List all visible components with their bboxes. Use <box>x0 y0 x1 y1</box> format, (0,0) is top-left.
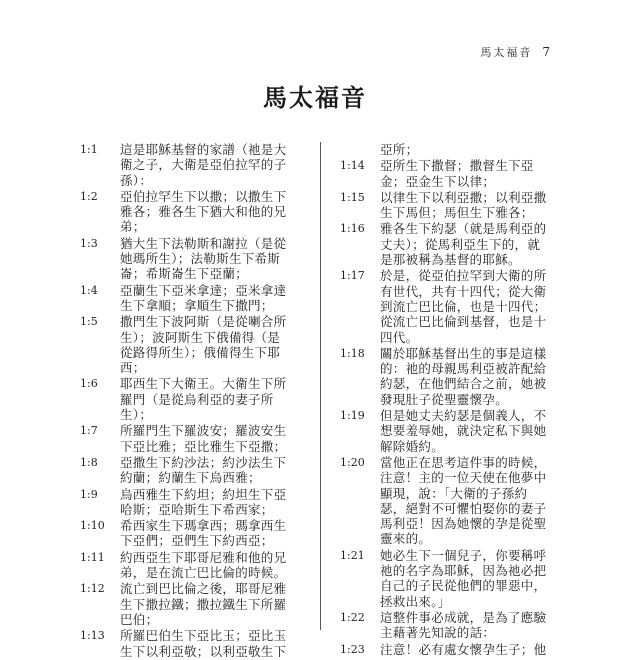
verse <box>80 142 290 188</box>
verse <box>340 268 550 344</box>
verse-text: 這整件事必成就，是為了應驗主藉著先知說的話： <box>380 609 547 641</box>
text-columns <box>80 142 550 659</box>
running-head-title: 馬太福音 <box>480 46 533 59</box>
page-number: 7 <box>542 45 550 59</box>
verse-text: 亞蘭生下亞米拿達；亞米拿達生下拿順；拿順生下撒門； <box>120 282 287 313</box>
verse <box>80 314 290 375</box>
verse <box>340 142 550 157</box>
verse <box>80 455 290 486</box>
verse-number: 1:2 <box>80 189 98 203</box>
verse-number: 1:4 <box>80 283 98 297</box>
verse-text: 亞伯拉罕生下以撒；以撒生下雅各；雅各生下猶大和他的兄弟； <box>120 188 287 235</box>
verse <box>80 189 290 235</box>
verse-text: 她必生下一個兒子，你要稱呼祂的名字為耶穌，因為祂必把自己的子民從他們的罪惡中，拯救出來。」 <box>380 547 547 609</box>
verse-number: 1:5 <box>80 315 98 329</box>
verse <box>340 346 550 407</box>
verse <box>80 283 290 314</box>
verse <box>80 550 290 581</box>
verse <box>80 423 290 454</box>
verse-number: 1:3 <box>80 236 98 250</box>
verse-text: 關於耶穌基督出生的事是這樣的：祂的母親馬利亞被許配給約瑟，在他們結合之前，她被發現肚子從聖靈懷孕。 <box>380 345 547 407</box>
verse-number: 1:13 <box>80 629 105 643</box>
verse-text: 亞撒生下約沙法；約沙法生下約蘭；約蘭生下烏西雅； <box>120 454 287 486</box>
verse-number: 1:1 <box>80 143 98 156</box>
verse-text: 亞所； <box>380 142 419 157</box>
verse-number: 1:6 <box>80 377 98 391</box>
verse-text: 所羅門生下羅波安；羅波安生下亞比雅；亞比雅生下亞撒； <box>120 423 287 454</box>
verse-text: 耶西生下大衛王。大衛生下所羅門（是從烏利亞的妻子所生）； <box>120 376 287 423</box>
verse-number: 1:14 <box>340 159 365 173</box>
verse-text: 所羅巴伯生下亞比玉；亞比玉生下以利亞敬；以利亞敬生下 <box>120 628 287 659</box>
verse-text: 烏西雅生下約坦；約坦生下亞哈斯；亞哈斯生下希西家； <box>120 486 287 517</box>
verse-text: 當他正在思考這件事的時候，注意！主的一位天使在他夢中顯現，說：「大衛的子孫約瑟，絕對不可懼怕娶你的妻子馬利亞！因為她懷的孕是從聖靈來的。 <box>380 454 547 547</box>
verse-number: 1:9 <box>80 487 98 501</box>
verse <box>340 408 550 454</box>
verse <box>80 236 290 282</box>
verse <box>80 581 290 627</box>
verse <box>340 610 550 641</box>
left-column <box>80 142 290 660</box>
verse-text: 但是她丈夫約瑟是個義人，不想要羞辱她，就決定私下與她解除婚約。 <box>380 408 547 454</box>
verse-text: 約西亞生下耶哥尼雅和他的兄弟，是在流亡巴比倫的時候。 <box>120 549 287 581</box>
verse <box>340 548 550 609</box>
verse <box>340 190 550 221</box>
verse <box>340 221 550 267</box>
verse-number: 1:23 <box>340 642 365 656</box>
bible-page <box>80 30 550 659</box>
verse-text: 這是耶穌基督的家譜（祂是大衛之子，大衛是亞伯拉罕的子孫）： <box>120 142 287 188</box>
verse <box>80 628 290 659</box>
verse <box>80 376 290 422</box>
verse-number: 1:15 <box>340 190 365 204</box>
verse <box>340 455 550 547</box>
book-title: 馬太福音 <box>263 84 367 112</box>
verse-number: 1:17 <box>340 269 365 283</box>
verse <box>80 518 290 549</box>
verse-number: 1:12 <box>80 582 105 596</box>
verse <box>340 642 550 657</box>
verse-text: 於是，從亞伯拉罕到大衛的所有世代，共有十四代；從大衛到流亡巴比倫，也是十四代；從流亡巴比倫到基督，也是十四代。 <box>380 268 547 345</box>
verse-text: 注意！必有處女懷孕生子；他 <box>380 641 547 657</box>
verse-number: 1:19 <box>340 409 365 423</box>
verse-text: 希西家生下瑪拿西；瑪拿西生下亞們；亞們生下約西亞； <box>120 518 287 549</box>
verse-number: 1:22 <box>340 610 365 624</box>
verse-text: 猶大生下法勒斯和謝拉（是從她瑪所生）；法勒斯生下希斯崙；希斯崙生下亞蘭； <box>120 235 287 282</box>
verse-number: 1:8 <box>80 455 98 469</box>
verse <box>80 487 290 518</box>
verse-text: 流亡到巴比倫之後，耶哥尼雅生下撒拉鐵；撒拉鐵生下所羅巴伯； <box>120 581 287 627</box>
verse-number: 1:18 <box>340 346 365 360</box>
verse-number: 1:7 <box>80 424 98 438</box>
verse-number: 1:10 <box>80 519 105 533</box>
verse-text: 亞所生下撒督；撒督生下亞金；亞金生下以律； <box>380 158 534 189</box>
verse-text: 撒門生下波阿斯（是從喇合所生）；波阿斯生下俄備得（是從路得所生）；俄備得生下耶西； <box>120 314 287 376</box>
verse-number: 1:20 <box>340 455 365 469</box>
verse-number: 1:16 <box>340 222 365 236</box>
verse-text: 雅各生下約瑟（就是馬利亞的丈夫）；從馬利亞生下的，就是那被稱為基督的耶穌。 <box>380 221 547 268</box>
verse-number: 1:11 <box>80 550 105 564</box>
column-divider <box>320 142 321 630</box>
verse-number: 1:21 <box>340 548 365 562</box>
verse <box>340 158 550 189</box>
right-column <box>340 142 550 658</box>
verse-text: 以律生下以利亞撒；以利亞撒生下馬但；馬但生下雅各； <box>380 189 547 221</box>
running-head <box>480 44 550 60</box>
